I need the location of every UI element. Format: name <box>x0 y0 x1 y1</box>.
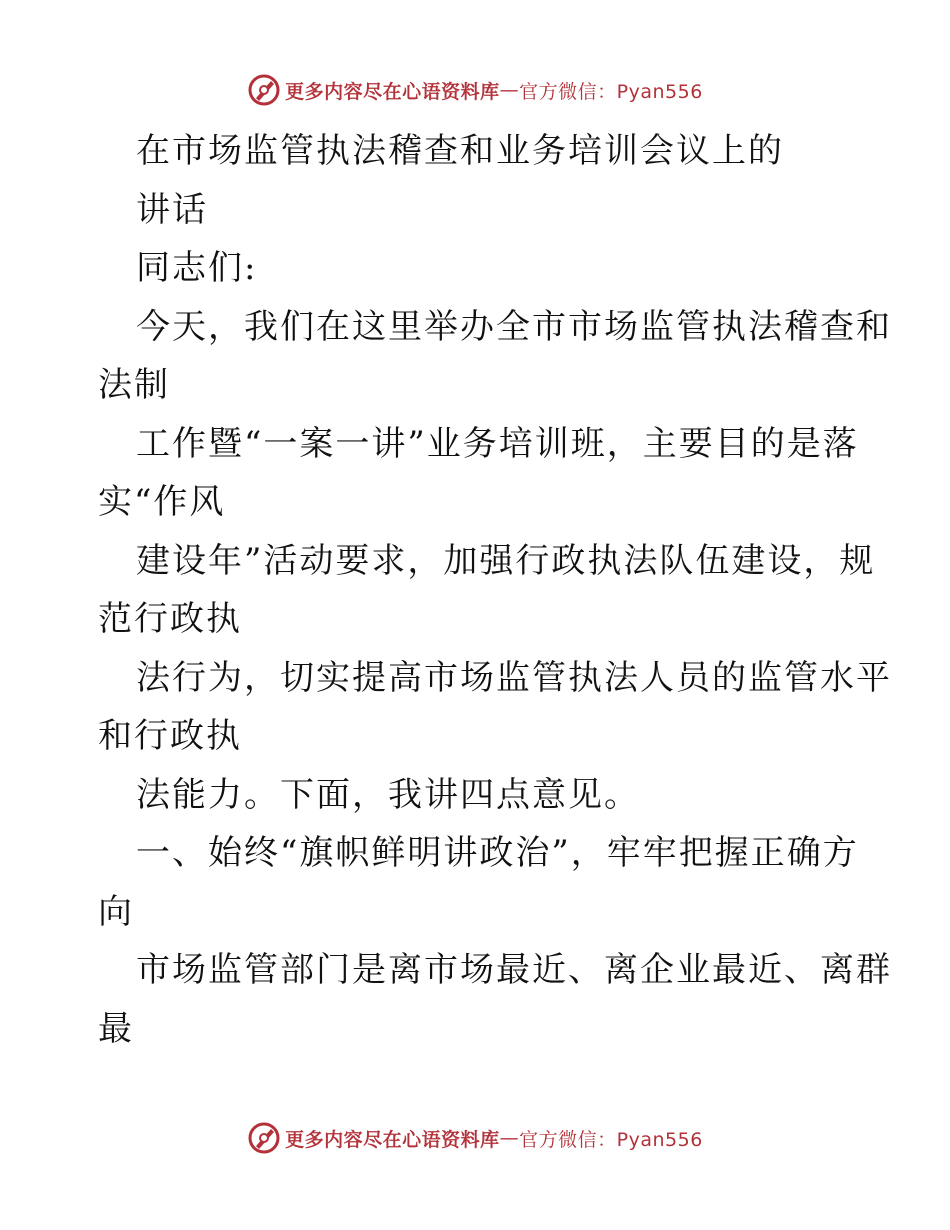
banner-wechat: 官方微信：Pyan556 <box>519 1128 703 1151</box>
doc-line: 范行政执 <box>98 599 242 639</box>
footer-banner <box>0 1118 950 1158</box>
doc-line: 法行为，切实提高市场监管执法人员的监管水平 <box>136 657 892 698</box>
doc-line: 向 <box>98 891 134 932</box>
doc-line: 讲话 <box>136 189 208 230</box>
doc-line: 今天，我们在这里举办全市市场监管执法稽查和 <box>136 306 892 347</box>
quill-logo-icon <box>247 73 281 107</box>
doc-line: 在市场监管执法稽查和业务培训会议上的 <box>136 131 784 171</box>
doc-line: 实“作风 <box>98 482 226 522</box>
banner-brand: 更多内容尽在心语资料库 <box>285 80 500 103</box>
doc-line: 建设年”活动要求，加强行政执法队伍建设，规 <box>136 540 876 581</box>
doc-line: 法能力。下面，我讲四点意见。 <box>136 774 640 815</box>
doc-line: 法制 <box>98 365 170 405</box>
banner-separator: — <box>499 1127 520 1149</box>
doc-line: 和行政执 <box>98 716 242 756</box>
document-body <box>98 122 892 1058</box>
quill-logo-icon <box>247 1121 281 1155</box>
doc-line: 工作暨“一案一讲”业务培训班，主要目的是落 <box>136 423 859 464</box>
banner-brand: 更多内容尽在心语资料库 <box>285 1128 500 1151</box>
banner-separator: — <box>499 79 520 101</box>
doc-line: 一、始终“旗帜鲜明讲政治”，牢牢把握正确方 <box>136 833 859 873</box>
doc-line: 同志们: <box>136 248 258 288</box>
header-banner <box>0 70 950 110</box>
banner-wechat: 官方微信：Pyan556 <box>519 80 703 103</box>
doc-line: 最 <box>98 1008 134 1049</box>
doc-line: 市场监管部门是离市场最近、离企业最近、离群 <box>136 950 892 990</box>
